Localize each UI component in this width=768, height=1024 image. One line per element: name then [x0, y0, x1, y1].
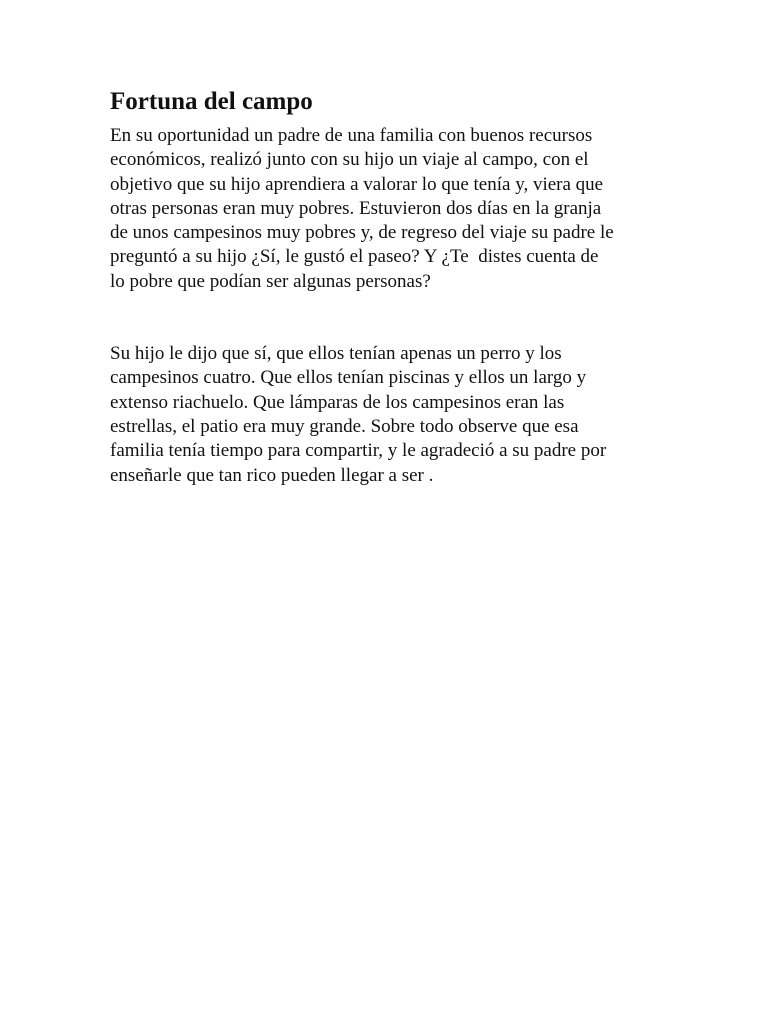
paragraph-line: otras personas eran muy pobres. Estuvieron dos días en la granja	[110, 197, 602, 219]
paragraph-line: Su hijo le dijo que sí, que ellos tenían apenas un perro y los	[110, 343, 562, 365]
paragraph-line: objetivo que su hijo aprendiera a valorar lo que tenía y, viera que	[110, 173, 604, 195]
paragraph-line: preguntó a su hijo ¿Sí, le gustó el paseo? Y ¿Te distes cuenta de	[110, 246, 599, 268]
paragraph-line: campesinos cuatro. Que ellos tenían piscinas y ellos un largo y	[110, 367, 587, 389]
paragraph-line: enseñarle que tan rico pueden llegar a ser .	[110, 464, 434, 486]
paragraph-line: de unos campesinos muy pobres y, de regreso del viaje su padre le	[110, 222, 614, 244]
paragraph-line: estrellas, el patio era muy grande. Sobre todo observe que esa	[110, 415, 579, 437]
paragraph-spacer	[110, 294, 670, 342]
paragraph-line: En su oportunidad un padre de una familia con buenos recursos	[110, 125, 593, 146]
paragraph-line: extenso riachuelo. Que lámparas de los campesinos eran las	[110, 391, 565, 413]
document-title: Fortuna del campo	[110, 88, 313, 115]
paragraph-1	[110, 124, 670, 294]
paragraph-2	[110, 342, 670, 488]
paragraph-line: lo pobre que podían ser algunas personas?	[110, 270, 431, 292]
paragraph-line: económicos, realizó junto con su hijo un viaje al campo, con el	[110, 149, 589, 171]
document-page	[110, 86, 670, 488]
paragraph-line: familia tenía tiempo para compartir, y le agradeció a su padre por	[110, 440, 607, 462]
